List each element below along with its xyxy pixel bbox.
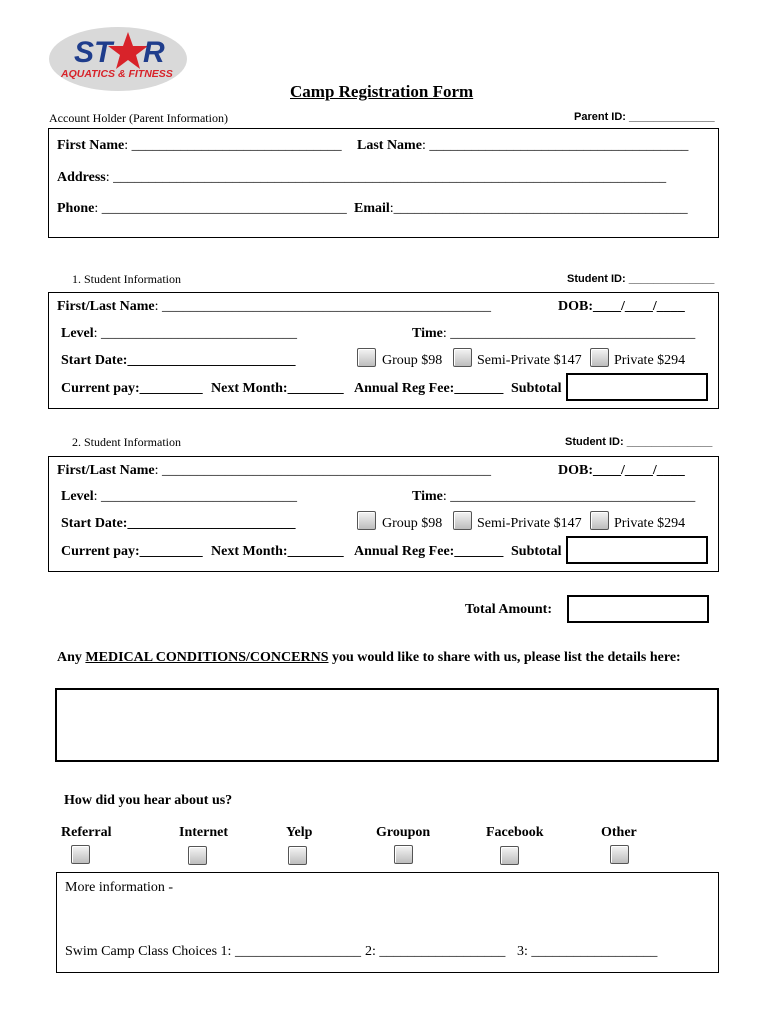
student-1-level-line: : ____________________________ xyxy=(93,326,298,341)
student-1-subtotal-label: Subtotal xyxy=(511,381,562,396)
svg-text:AQUATICS & FITNESS: AQUATICS & FITNESS xyxy=(61,68,173,80)
last-name-label: Last Name xyxy=(357,138,422,153)
svg-text:ST: ST xyxy=(74,36,113,69)
total-amount-label: Total Amount: xyxy=(465,602,553,617)
first-name-field[interactable] xyxy=(57,138,342,154)
medical-prompt xyxy=(57,650,681,666)
class-choice-1-field[interactable]: Swim Camp Class Choices 1: __________________ xyxy=(65,944,361,959)
address-field[interactable] xyxy=(57,170,666,186)
student-1-semi-private-label: Semi-Private $147 xyxy=(477,353,582,368)
hear-other-label: Other xyxy=(601,825,637,840)
hear-internet-label: Internet xyxy=(179,825,228,840)
hear-internet-checkbox[interactable] xyxy=(188,846,207,865)
student-2-private-label: Private $294 xyxy=(614,516,686,531)
last-name-line: : _____________________________________ xyxy=(421,138,689,153)
student-1-private-label: Private $294 xyxy=(614,353,686,368)
student-2-semi-private-checkbox[interactable] xyxy=(453,511,472,530)
hear-referral-checkbox[interactable] xyxy=(71,845,90,864)
account-holder-label: Account Holder (Parent Information) xyxy=(49,111,228,125)
student-1-name-label: First/Last Name xyxy=(57,299,155,314)
email-line: :__________________________________________ xyxy=(389,201,688,216)
student-2-current-pay-field[interactable]: Current pay:_________ xyxy=(61,544,203,559)
student-1-level-label: Level xyxy=(61,326,94,341)
class-choice-3-field[interactable]: 3: __________________ xyxy=(517,944,658,959)
email-label: Email xyxy=(354,201,390,216)
student-1-name-field[interactable] xyxy=(57,299,491,315)
hear-groupon-checkbox[interactable] xyxy=(394,845,413,864)
company-logo xyxy=(47,25,189,93)
student-1-group-label: Group $98 xyxy=(382,353,443,368)
form-title: Camp Registration Form xyxy=(290,82,474,101)
student-1-next-month-field[interactable]: Next Month:________ xyxy=(211,381,344,396)
student-2-level-line: : ____________________________ xyxy=(93,489,298,504)
student-1-group-checkbox[interactable] xyxy=(357,348,376,367)
hear-yelp-checkbox[interactable] xyxy=(288,846,307,865)
student-2-id-field[interactable]: Student ID: ______________ xyxy=(565,436,713,448)
student-2-annual-fee-field[interactable]: Annual Reg Fee:_______ xyxy=(354,544,504,559)
student-1-time-field[interactable] xyxy=(412,326,695,342)
student-2-name-line: : _______________________________________________ xyxy=(154,463,491,478)
student-2-time-field[interactable] xyxy=(412,489,695,505)
student-1-semi-private-checkbox[interactable] xyxy=(453,348,472,367)
student-1-current-pay-field[interactable]: Current pay:_________ xyxy=(61,381,203,396)
phone-label: Phone xyxy=(57,201,95,216)
medical-prompt-prefix: Any xyxy=(57,650,86,665)
student-2-heading: 2. Student Information xyxy=(72,435,181,449)
student-1-private-checkbox[interactable] xyxy=(590,348,609,367)
hear-other-checkbox[interactable] xyxy=(610,845,629,864)
student-2-name-label: First/Last Name xyxy=(57,463,155,478)
address-line: : _______________________________________________________________________________ xyxy=(105,170,667,185)
student-2-time-line: : ___________________________________ xyxy=(442,489,696,504)
first-name-label: First Name xyxy=(57,138,125,153)
last-name-field[interactable] xyxy=(357,138,688,154)
more-info-label: More information - xyxy=(65,880,174,895)
hear-yelp-label: Yelp xyxy=(286,825,313,840)
student-1-id-field[interactable]: Student ID: ______________ xyxy=(567,273,715,285)
student-2-group-label: Group $98 xyxy=(382,516,443,531)
student-2-dob-field[interactable]: DOB:____/____/____ xyxy=(558,463,685,478)
student-1-time-label: Time xyxy=(412,326,443,341)
medical-prompt-emphasis: MEDICAL CONDITIONS/CONCERNS xyxy=(85,650,329,665)
phone-line: : ___________________________________ xyxy=(94,201,347,216)
student-2-group-checkbox[interactable] xyxy=(357,511,376,530)
hear-groupon-label: Groupon xyxy=(376,825,431,840)
medical-details-textarea[interactable] xyxy=(55,688,719,762)
phone-field[interactable] xyxy=(57,201,347,217)
hear-referral-label: Referral xyxy=(61,825,112,840)
student-2-time-label: Time xyxy=(412,489,443,504)
hear-facebook-label: Facebook xyxy=(486,825,544,840)
student-2-level-field[interactable] xyxy=(61,489,297,505)
email-field[interactable] xyxy=(354,201,688,217)
student-2-subtotal-input[interactable] xyxy=(566,536,708,564)
student-1-subtotal-input[interactable] xyxy=(566,373,708,401)
student-1-dob-field[interactable]: DOB:____/____/____ xyxy=(558,299,685,314)
student-1-name-line: : _______________________________________________ xyxy=(154,299,491,314)
total-amount-input[interactable] xyxy=(567,595,709,623)
first-name-line: : ______________________________ xyxy=(124,138,342,153)
student-1-start-date-field[interactable]: Start Date:________________________ xyxy=(61,353,296,368)
student-2-subtotal-label: Subtotal xyxy=(511,544,562,559)
medical-prompt-suffix: you would like to share with us, please list the details here: xyxy=(328,650,681,665)
student-2-level-label: Level xyxy=(61,489,94,504)
student-2-name-field[interactable] xyxy=(57,463,491,479)
student-2-start-date-field[interactable]: Start Date:________________________ xyxy=(61,516,296,531)
address-label: Address xyxy=(57,170,106,185)
hear-about-question: How did you hear about us? xyxy=(64,793,233,808)
student-1-time-line: : ___________________________________ xyxy=(442,326,696,341)
student-1-heading: 1. Student Information xyxy=(72,272,181,286)
student-1-level-field[interactable] xyxy=(61,326,297,342)
student-2-semi-private-label: Semi-Private $147 xyxy=(477,516,582,531)
class-choice-2-field[interactable]: 2: __________________ xyxy=(365,944,506,959)
svg-text:R: R xyxy=(143,36,165,69)
student-2-private-checkbox[interactable] xyxy=(590,511,609,530)
student-1-annual-fee-field[interactable]: Annual Reg Fee:_______ xyxy=(354,381,504,396)
parent-id-field[interactable]: Parent ID: ______________ xyxy=(574,111,715,123)
hear-facebook-checkbox[interactable] xyxy=(500,846,519,865)
student-2-next-month-field[interactable]: Next Month:________ xyxy=(211,544,344,559)
